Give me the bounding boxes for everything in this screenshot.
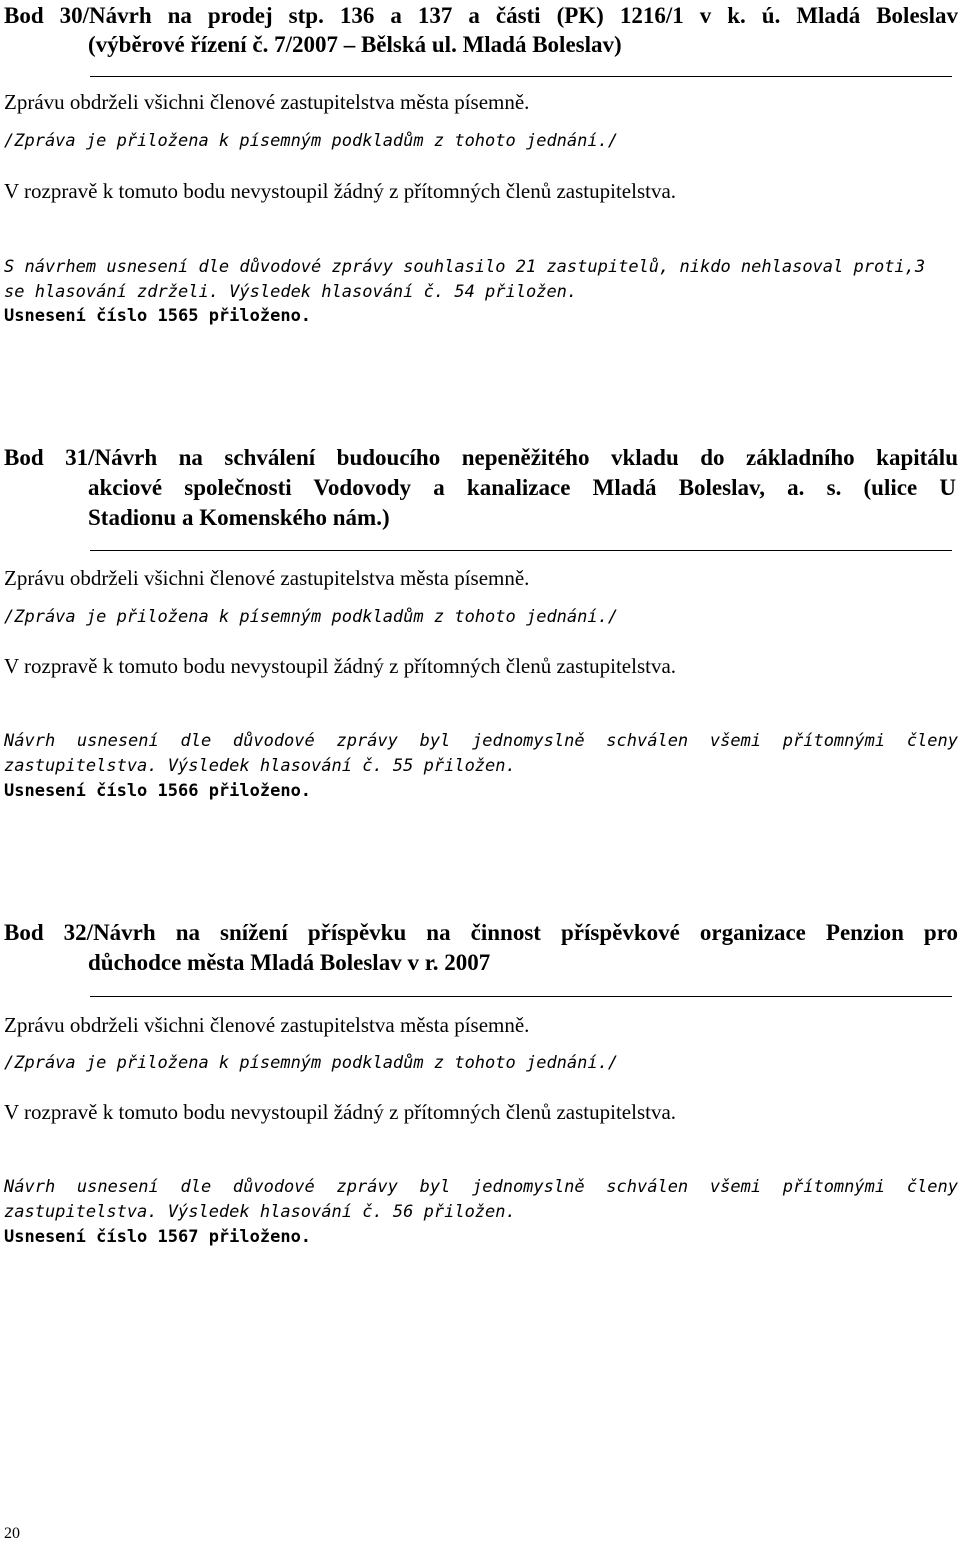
item-32-received: Zprávu obdrželi všichni členové zastupitelstva města písemně. <box>4 1013 530 1037</box>
item-32-resolution: Usnesení číslo 1567 přiloženo. <box>4 1227 312 1247</box>
item-32-divider <box>90 996 952 997</box>
item-32-vote-line2: zastupitelstva. Výsledek hlasování č. 56 přiložen. <box>4 1202 516 1222</box>
item-31-title-line2: akciové společnosti Vodovody a kanalizace Mladá Boleslav, a. s. (ulice U <box>88 475 956 500</box>
item-30-title-line1: Bod 30/Návrh na prodej stp. 136 a 137 a části (PK) 1216/1 v k. ú. Mladá Boleslav <box>4 3 958 28</box>
item-31-resolution: Usnesení číslo 1566 přiloženo. <box>4 781 312 801</box>
item-31-title-line3: Stadionu a Komenského nám.) <box>88 505 390 530</box>
item-30-resolution: Usnesení číslo 1565 přiloženo. <box>4 306 312 326</box>
item-31-debate: V rozpravě k tomuto bodu nevystoupil žádný z přítomných členů zastupitelstva. <box>4 654 677 678</box>
item-30-vote-line1: S návrhem usnesení dle důvodové zprávy souhlasilo 21 zastupitelů, nikdo nehlasoval proti,3 <box>4 257 926 277</box>
item-30-title-line2: (výběrové řízení č. 7/2007 – Bělská ul. Mladá Boleslav) <box>88 32 622 57</box>
item-31-divider <box>90 550 952 551</box>
item-30-attached-note: /Zpráva je přiložena k písemným podkladům z tohoto jednání./ <box>4 131 619 151</box>
item-32-attached-note: /Zpráva je přiložena k písemným podkladům z tohoto jednání./ <box>4 1053 619 1073</box>
item-30-vote-line2: se hlasování zdrželi. Výsledek hlasování č. 54 přiložen. <box>4 282 578 302</box>
item-32-title-line2: důchodce města Mladá Boleslav v r. 2007 <box>88 950 491 975</box>
item-31-received: Zprávu obdrželi všichni členové zastupitelstva města písemně. <box>4 566 530 590</box>
item-30-debate: V rozpravě k tomuto bodu nevystoupil žádný z přítomných členů zastupitelstva. <box>4 179 677 203</box>
item-31-title-line1: Bod 31/Návrh na schválení budoucího nepeněžitého vkladu do základního kapitálu <box>4 445 958 470</box>
item-31-attached-note: /Zpráva je přiložena k písemným podkladům z tohoto jednání./ <box>4 607 619 627</box>
item-32-title-line1: Bod 32/Návrh na snížení příspěvku na činnost příspěvkové organizace Penzion pro <box>4 920 958 945</box>
item-32-vote-line1: Návrh usnesení dle důvodové zprávy byl jednomyslně schválen všemi přítomnými členy <box>4 1177 958 1197</box>
item-31-vote-line2: zastupitelstva. Výsledek hlasování č. 55 přiložen. <box>4 756 516 776</box>
item-30-divider <box>90 76 952 77</box>
item-31-vote-line1: Návrh usnesení dle důvodové zprávy byl jednomyslně schválen všemi přítomnými členy <box>4 731 958 751</box>
page-number: 20 <box>4 1525 20 1542</box>
item-32-debate: V rozpravě k tomuto bodu nevystoupil žádný z přítomných členů zastupitelstva. <box>4 1100 677 1124</box>
item-30-received: Zprávu obdrželi všichni členové zastupitelstva města písemně. <box>4 90 530 114</box>
